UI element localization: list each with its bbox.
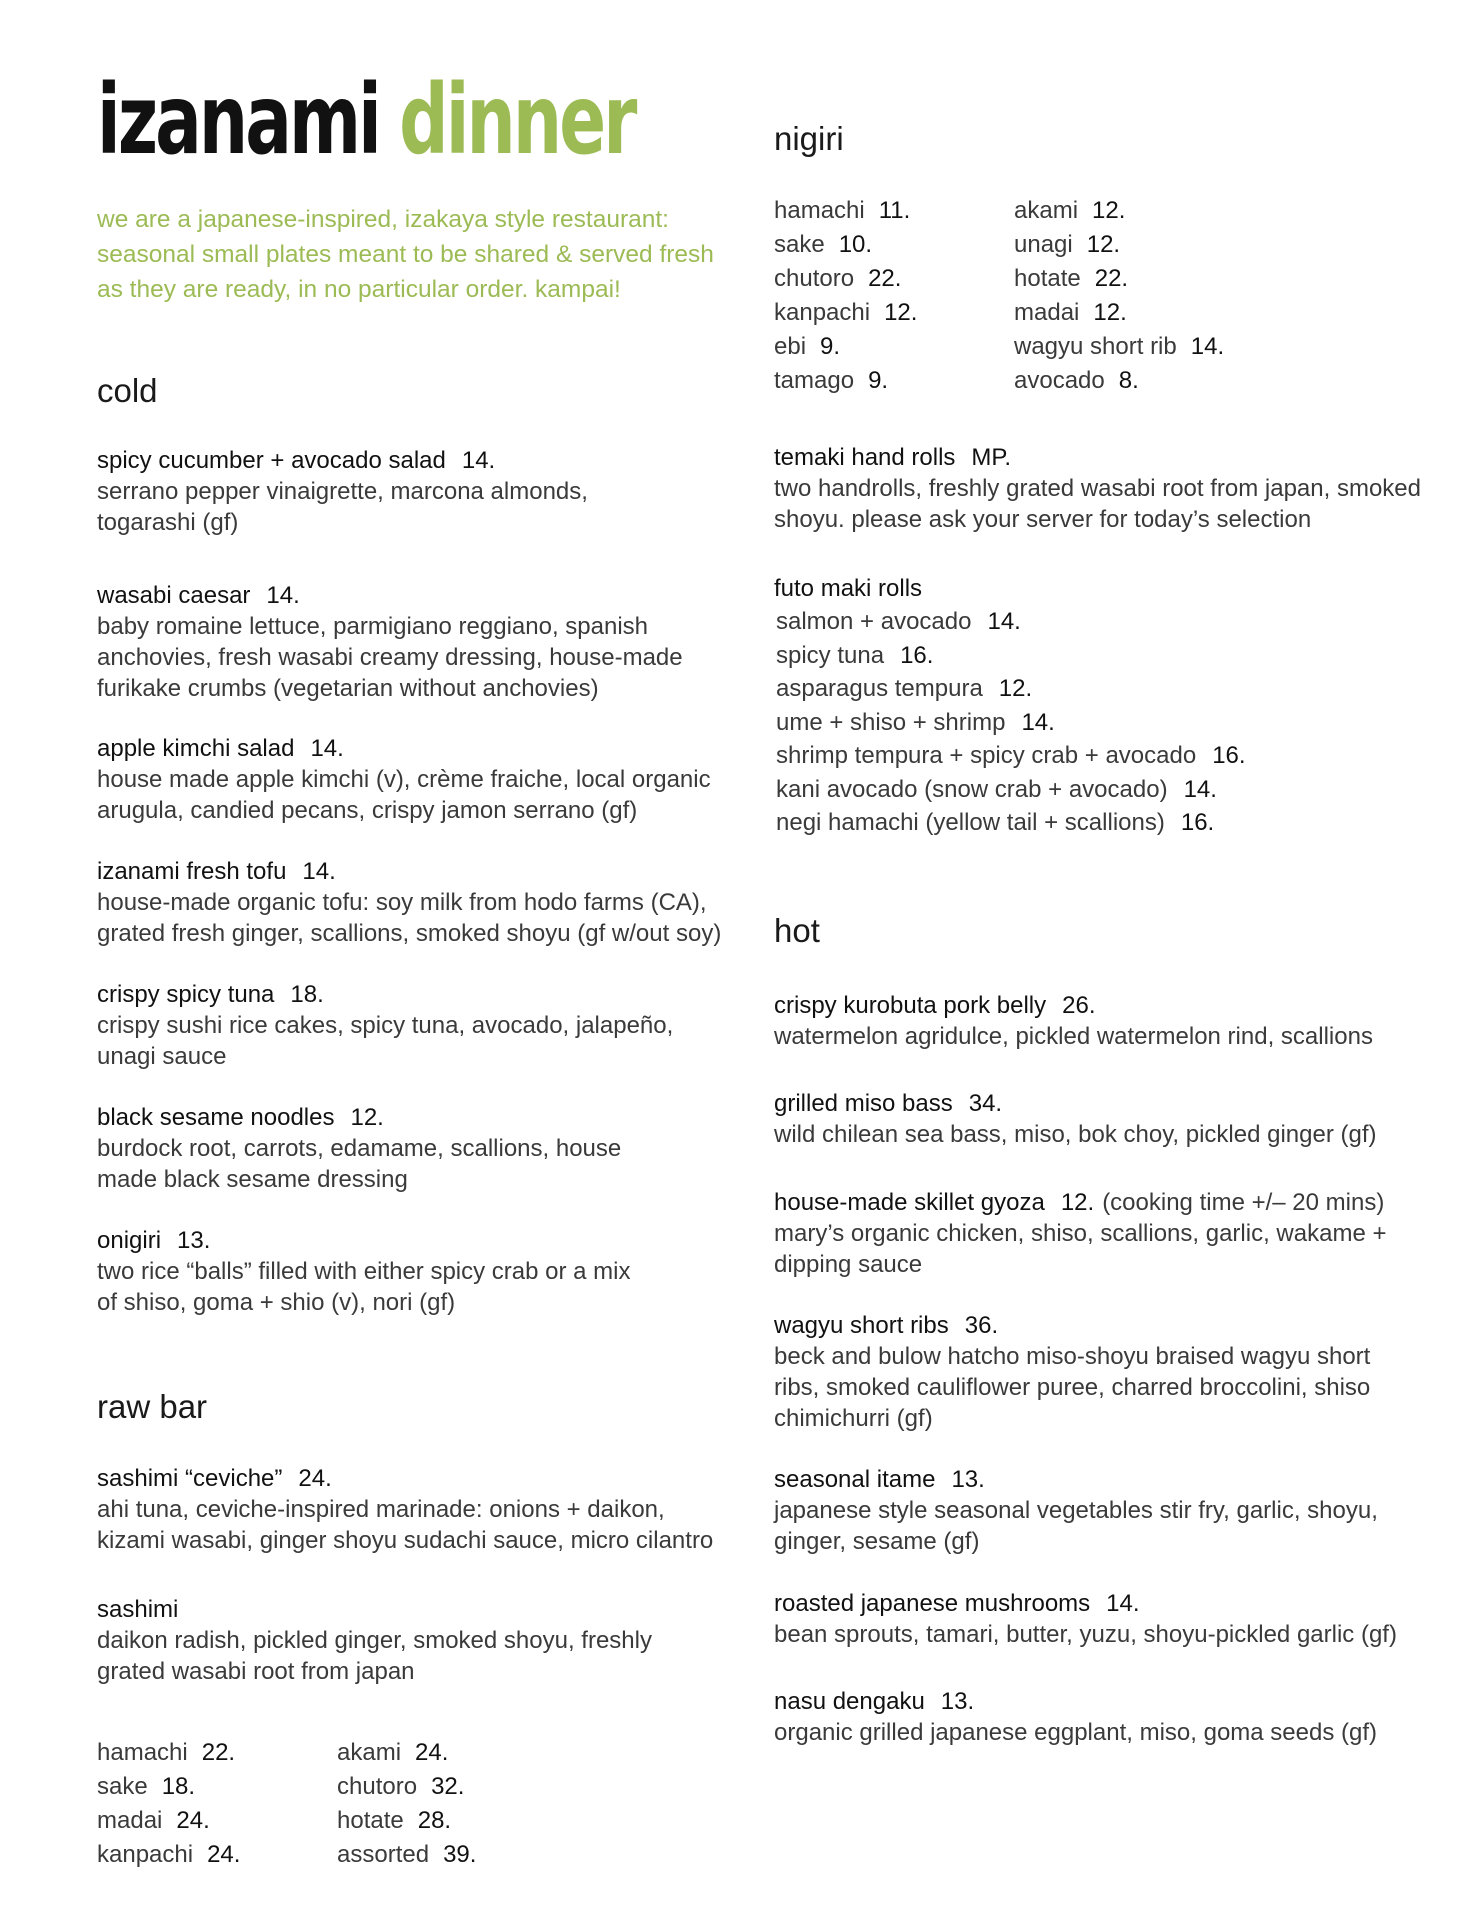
- item-name: spicy cucumber + avocado salad: [97, 447, 446, 474]
- item-price: 14.: [1106, 1590, 1140, 1617]
- price-cell: [774, 262, 1014, 296]
- item-name: madai: [97, 1807, 163, 1834]
- price-cell: [337, 1804, 597, 1838]
- price-cell: [774, 330, 1014, 364]
- item-name: negi hamachi (yellow tail + scallions): [776, 809, 1165, 836]
- item-price: 14.: [310, 735, 344, 762]
- menu-item: [97, 580, 737, 704]
- item-name: sashimi “ceviche”: [97, 1465, 283, 1492]
- item-price: 12.: [998, 675, 1033, 702]
- item-price: 32.: [431, 1773, 465, 1800]
- item-name: spicy tuna: [776, 641, 885, 669]
- item-price: 22.: [868, 265, 902, 292]
- item-note: (cooking time +/– 20 mins): [1102, 1189, 1385, 1216]
- item-price: 9.: [820, 333, 841, 360]
- menu-item: [97, 1102, 737, 1195]
- item-name: crispy spicy tuna: [97, 981, 275, 1008]
- item-description: house made apple kimchi (v), crème fraiche, local organic arugula, candied pecans, crispy jamon serrano (gf): [97, 766, 711, 824]
- price-cell: [97, 1804, 337, 1838]
- menu-item: [774, 1686, 1434, 1748]
- item-price: 28.: [417, 1807, 452, 1834]
- sashimi-price-grid: [97, 1736, 597, 1872]
- nigiri-price-grid: [774, 194, 1274, 398]
- list-item: [776, 639, 1246, 673]
- item-name: wasabi caesar: [97, 582, 251, 609]
- item-name: apple kimchi salad: [97, 735, 295, 762]
- item-name: salmon + avocado: [776, 608, 972, 635]
- menu-item: [774, 442, 1434, 535]
- price-cell: [337, 1736, 597, 1770]
- item-price: 16.: [1212, 742, 1246, 769]
- item-name: kanpachi: [97, 1841, 194, 1868]
- section-heading-cold: cold: [97, 372, 158, 409]
- item-price: 18.: [161, 1773, 196, 1800]
- item-name: wagyu short ribs: [774, 1312, 949, 1339]
- section-heading-nigiri: nigiri: [774, 120, 844, 157]
- item-price: 14.: [1183, 775, 1217, 803]
- item-price: 12.: [1086, 231, 1121, 258]
- price-cell: [97, 1838, 337, 1872]
- item-name: chutoro: [337, 1773, 418, 1800]
- menu-item: [97, 1463, 737, 1556]
- menu-item: [774, 990, 1434, 1052]
- item-name: black sesame noodles: [97, 1104, 335, 1131]
- list-item: [776, 806, 1246, 840]
- section-heading-hot: hot: [774, 912, 820, 949]
- price-cell: [1014, 330, 1274, 364]
- item-price: 18.: [290, 981, 324, 1008]
- menu-item: [774, 1310, 1434, 1434]
- item-price: 10.: [838, 231, 873, 258]
- item-name: asparagus tempura: [776, 675, 983, 702]
- item-price: 12.: [1093, 299, 1127, 326]
- item-name: hotate: [1014, 265, 1081, 292]
- item-description: bean sprouts, tamari, butter, yuzu, shoyu-pickled garlic (gf): [774, 1621, 1397, 1648]
- price-cell: [1014, 262, 1274, 296]
- price-cell: [1014, 194, 1274, 228]
- menu-title: [97, 64, 635, 176]
- item-name: unagi: [1014, 231, 1073, 258]
- item-description: two handrolls, freshly grated wasabi root from japan, smoked shoyu. please ask your server for today’s selection: [774, 475, 1421, 533]
- item-price: 12.: [350, 1104, 384, 1131]
- item-price: 14.: [461, 447, 496, 474]
- price-cell: [774, 364, 1014, 398]
- menu-item: [97, 856, 737, 949]
- item-description: crispy sushi rice cakes, spicy tuna, avocado, jalapeño, unagi sauce: [97, 1012, 674, 1070]
- price-cell: [337, 1770, 597, 1804]
- item-price: 24.: [415, 1739, 449, 1766]
- item-name: avocado: [1014, 367, 1105, 394]
- item-name: ume + shiso + shrimp: [776, 708, 1006, 736]
- menu-item: [97, 1225, 737, 1318]
- price-cell: [97, 1736, 337, 1770]
- item-price: MP.: [971, 444, 1011, 471]
- item-name: kanpachi: [774, 299, 871, 326]
- item-price: 8.: [1118, 367, 1139, 394]
- item-price: 12.: [1092, 197, 1126, 224]
- item-price: 14.: [987, 608, 1021, 635]
- item-name: kani avocado (snow crab + avocado): [776, 775, 1168, 803]
- item-name: chutoro: [774, 265, 855, 292]
- menu-name: dinner: [399, 64, 635, 176]
- item-name: izanami fresh tofu: [97, 858, 287, 885]
- list-item: [776, 706, 1246, 740]
- restaurant-name: izanami: [97, 64, 379, 176]
- item-description: serrano pepper vinaigrette, marcona almonds, togarashi (gf): [97, 478, 588, 536]
- item-name: akami: [337, 1739, 402, 1766]
- item-name: temaki hand rolls: [774, 444, 956, 471]
- item-description: organic grilled japanese eggplant, miso, goma seeds (gf): [774, 1719, 1378, 1746]
- item-description: beck and bulow hatcho miso-shoyu braised wagyu short ribs, smoked cauliflower puree, charred broccolini, shiso chimichurri (gf): [774, 1343, 1371, 1432]
- item-description: ahi tuna, ceviche-inspired marinade: onions + daikon, kizami wasabi, ginger shoyu sudachi sauce, micro cilantro: [97, 1496, 714, 1554]
- item-price: 24.: [298, 1465, 332, 1492]
- item-name: roasted japanese mushrooms: [774, 1590, 1091, 1617]
- item-name: onigiri: [97, 1227, 162, 1254]
- menu-item: [97, 979, 737, 1072]
- list-item: [776, 773, 1246, 807]
- item-price: 14.: [1021, 708, 1055, 736]
- item-name: hamachi: [774, 197, 865, 224]
- item-price: 14.: [302, 858, 336, 885]
- price-cell: [337, 1838, 597, 1872]
- item-name: nasu dengaku: [774, 1688, 925, 1715]
- list-item: [776, 672, 1246, 706]
- price-cell: [1014, 364, 1274, 398]
- item-description: mary’s organic chicken, shiso, scallions, garlic, wakame + dipping sauce: [774, 1220, 1387, 1278]
- item-price: 24.: [207, 1841, 241, 1868]
- item-name: crispy kurobuta pork belly: [774, 992, 1047, 1019]
- item-name: hotate: [337, 1807, 404, 1834]
- menu-item: [774, 1588, 1434, 1650]
- item-price: 13.: [940, 1688, 975, 1715]
- item-price: 9.: [868, 367, 889, 394]
- item-name: house-made skillet gyoza: [774, 1189, 1045, 1216]
- item-price: 34.: [968, 1090, 1003, 1117]
- menu-item: [774, 1187, 1434, 1280]
- price-cell: [774, 296, 1014, 330]
- item-name: assorted: [337, 1841, 430, 1868]
- item-description: baby romaine lettuce, parmigiano reggiano, spanish anchovies, fresh wasabi creamy dressing, house-made furikake crumbs (vegetarian without anchovies): [97, 613, 683, 702]
- menu-item: [774, 1464, 1434, 1557]
- item-price: 13.: [951, 1466, 985, 1493]
- item-description: two rice “balls” filled with either spicy crab or a mix of shiso, goma + shio (v), nori (gf): [97, 1258, 631, 1316]
- item-name: grilled miso bass: [774, 1090, 953, 1117]
- menu-item: [774, 1088, 1434, 1150]
- price-cell: [774, 228, 1014, 262]
- item-price: 16.: [1180, 809, 1215, 836]
- item-price: 14.: [1190, 333, 1225, 360]
- item-name: akami: [1014, 197, 1079, 224]
- item-price: 12.: [884, 299, 918, 326]
- price-cell: [1014, 296, 1274, 330]
- futo-maki-list: [776, 605, 1246, 840]
- item-name: ebi: [774, 333, 807, 360]
- item-price: 13.: [177, 1227, 211, 1254]
- price-cell: [774, 194, 1014, 228]
- item-name: tamago: [774, 367, 855, 394]
- menu-item: [97, 445, 737, 538]
- item-name: wagyu short rib: [1014, 333, 1177, 360]
- item-name: shrimp tempura + spicy crab + avocado: [776, 742, 1197, 769]
- item-price: 26.: [1062, 992, 1096, 1019]
- item-price: 11.: [878, 197, 911, 224]
- item-name: madai: [1014, 299, 1080, 326]
- item-description: daikon radish, pickled ginger, smoked shoyu, freshly grated wasabi root from japan: [97, 1627, 652, 1685]
- menu-item: [97, 1594, 737, 1687]
- list-item: [776, 605, 1246, 639]
- intro-text: we are a japanese-inspired, izakaya style restaurant: seasonal small plates meant to be shared & served fresh as they are ready, in no particular order. kampai!: [97, 206, 714, 303]
- futo-maki-heading: futo maki rolls: [774, 575, 923, 602]
- item-name: sake: [774, 231, 825, 258]
- item-name: sake: [97, 1773, 148, 1800]
- item-price: 16.: [900, 641, 934, 669]
- price-cell: [1014, 228, 1274, 262]
- item-price: 22.: [201, 1739, 236, 1766]
- menu-item: [97, 733, 737, 826]
- item-name: seasonal itame: [774, 1466, 936, 1493]
- item-name: sashimi: [97, 1596, 179, 1623]
- item-price: 12.: [1060, 1189, 1095, 1216]
- section-heading-raw-bar: raw bar: [97, 1388, 208, 1425]
- item-description: burdock root, carrots, edamame, scallions, house made black sesame dressing: [97, 1135, 622, 1193]
- item-description: house-made organic tofu: soy milk from hodo farms (CA), grated fresh ginger, scallions, smoked shoyu (gf w/out soy): [97, 889, 722, 947]
- item-price: 14.: [266, 582, 300, 609]
- item-price: 24.: [176, 1807, 210, 1834]
- item-name: hamachi: [97, 1739, 188, 1766]
- item-price: 39.: [443, 1841, 477, 1868]
- item-description: watermelon agridulce, pickled watermelon rind, scallions: [774, 1023, 1373, 1050]
- list-item: [776, 739, 1246, 773]
- item-price: 22.: [1094, 265, 1129, 292]
- item-description: wild chilean sea bass, miso, bok choy, pickled ginger (gf): [774, 1121, 1377, 1148]
- price-cell: [97, 1770, 337, 1804]
- item-description: japanese style seasonal vegetables stir fry, garlic, shoyu, ginger, sesame (gf): [774, 1497, 1378, 1555]
- item-price: 36.: [964, 1312, 999, 1339]
